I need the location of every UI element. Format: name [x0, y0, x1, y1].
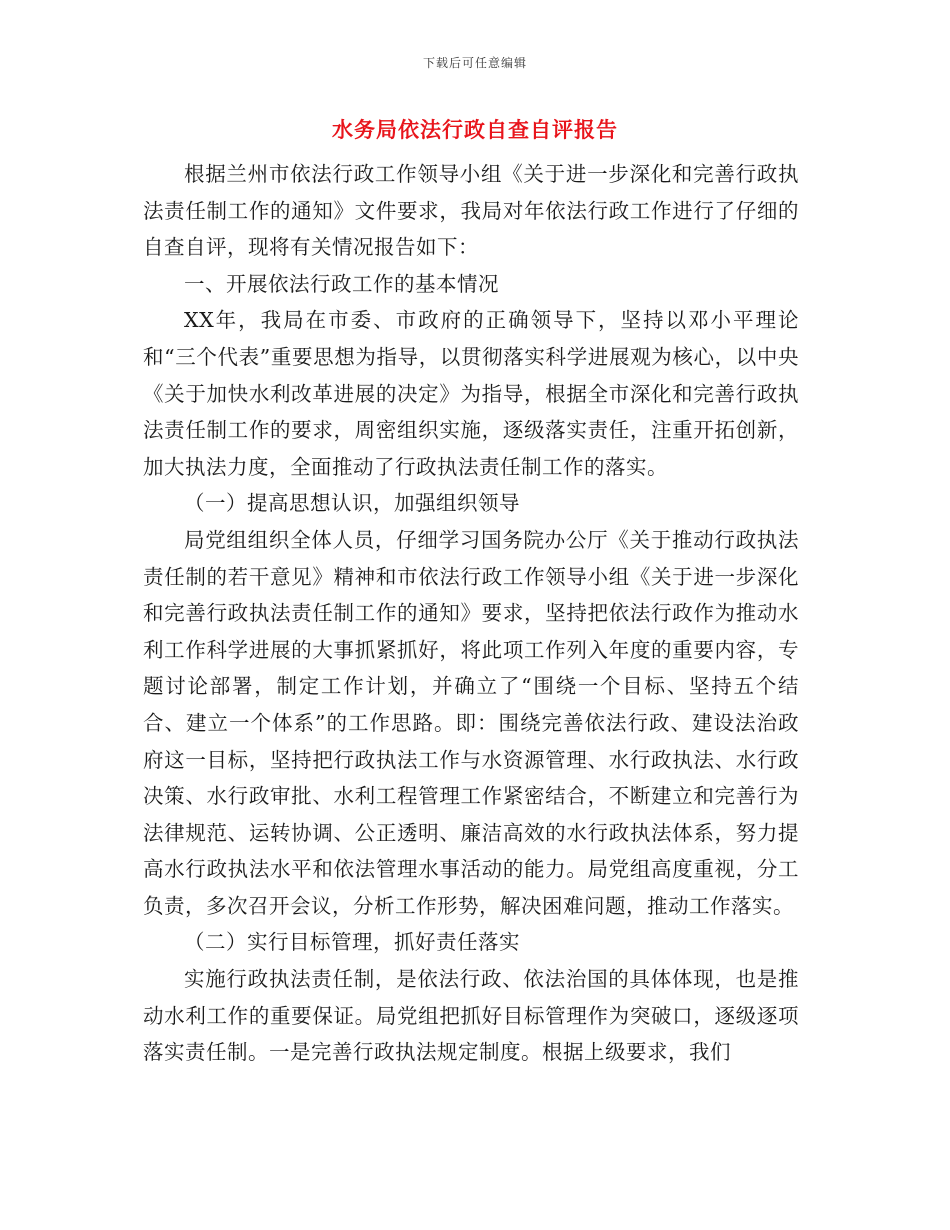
section-1-paragraph: XX年，我局在市委、市政府的正确领导下，坚持以邓小平理论和“三个代表”重要思想为指导，以贯彻落实科学进展观为核心，以中央《关于加快水利改革进展的决定》为指导，根据全市深化和完善行政执法责任制工作的要求，周密组织实施，逐级落实责任，注重开拓创新，加大执法力度，全面推动了行政执法责任制工作的落实。 [143, 308, 799, 479]
intro-paragraph: 根据兰州市依法行政工作领导小组《关于进一步深化和完善行政执法责任制工作的通知》文件要求，我局对年依法行政工作进行了仔细的自查自评，现将有关情况报告如下： [143, 162, 799, 260]
subsection-1-paragraph: 局党组组织全体人员，仔细学习国务院办公厅《关于推动行政执法责任制的若干意见》精神和市依法行政工作领导小组《关于进一步深化和完善行政执法责任制工作的通知》要求，坚持把依法行政作为推动水利工作科学进展的大事抓紧抓好，将此项工作列入年度的重要内容，专题讨论部署，制定工作计划，并确立了“围绕一个目标、坚持五个结合、建立一个体系”的工作思路。即：围绕完善依法行政、建设法治政府这一目标，坚持把行政执法工作与水资源管理、水行政执法、水行政决策、水行政审批、水利工程管理工作紧密结合，不断建立和完善行为法律规范、运转协调、公正透明、廉洁高效的水行政执法体系，努力提高水行政执法水平和依法管理水事活动的能力。局党组高度重视，分工负责，多次召开会议，分析工作形势，解决困难问题，推动工作落实。 [143, 527, 799, 918]
document-body [143, 156, 799, 1071]
subsection-2-paragraph: 实施行政执法责任制，是依法行政、依法治国的具体体现，也是推动水利工作的重要保证。局党组把抓好目标管理作为突破口，逐级逐项落实责任制。一是完善行政执法规定制度。根据上级要求，我们 [143, 967, 799, 1065]
subsection-2-heading: （二）实行目标管理，抓好责任落实 [184, 930, 520, 955]
section-1-heading: 一、开展依法行政工作的基本情况 [184, 271, 499, 296]
document-title: 水务局依法行政自查自评报告 [332, 117, 618, 142]
subsection-1-heading: （一）提高思想认识，加强组织领导 [184, 491, 520, 516]
header-note: 下载后可任意编辑 [422, 56, 527, 70]
